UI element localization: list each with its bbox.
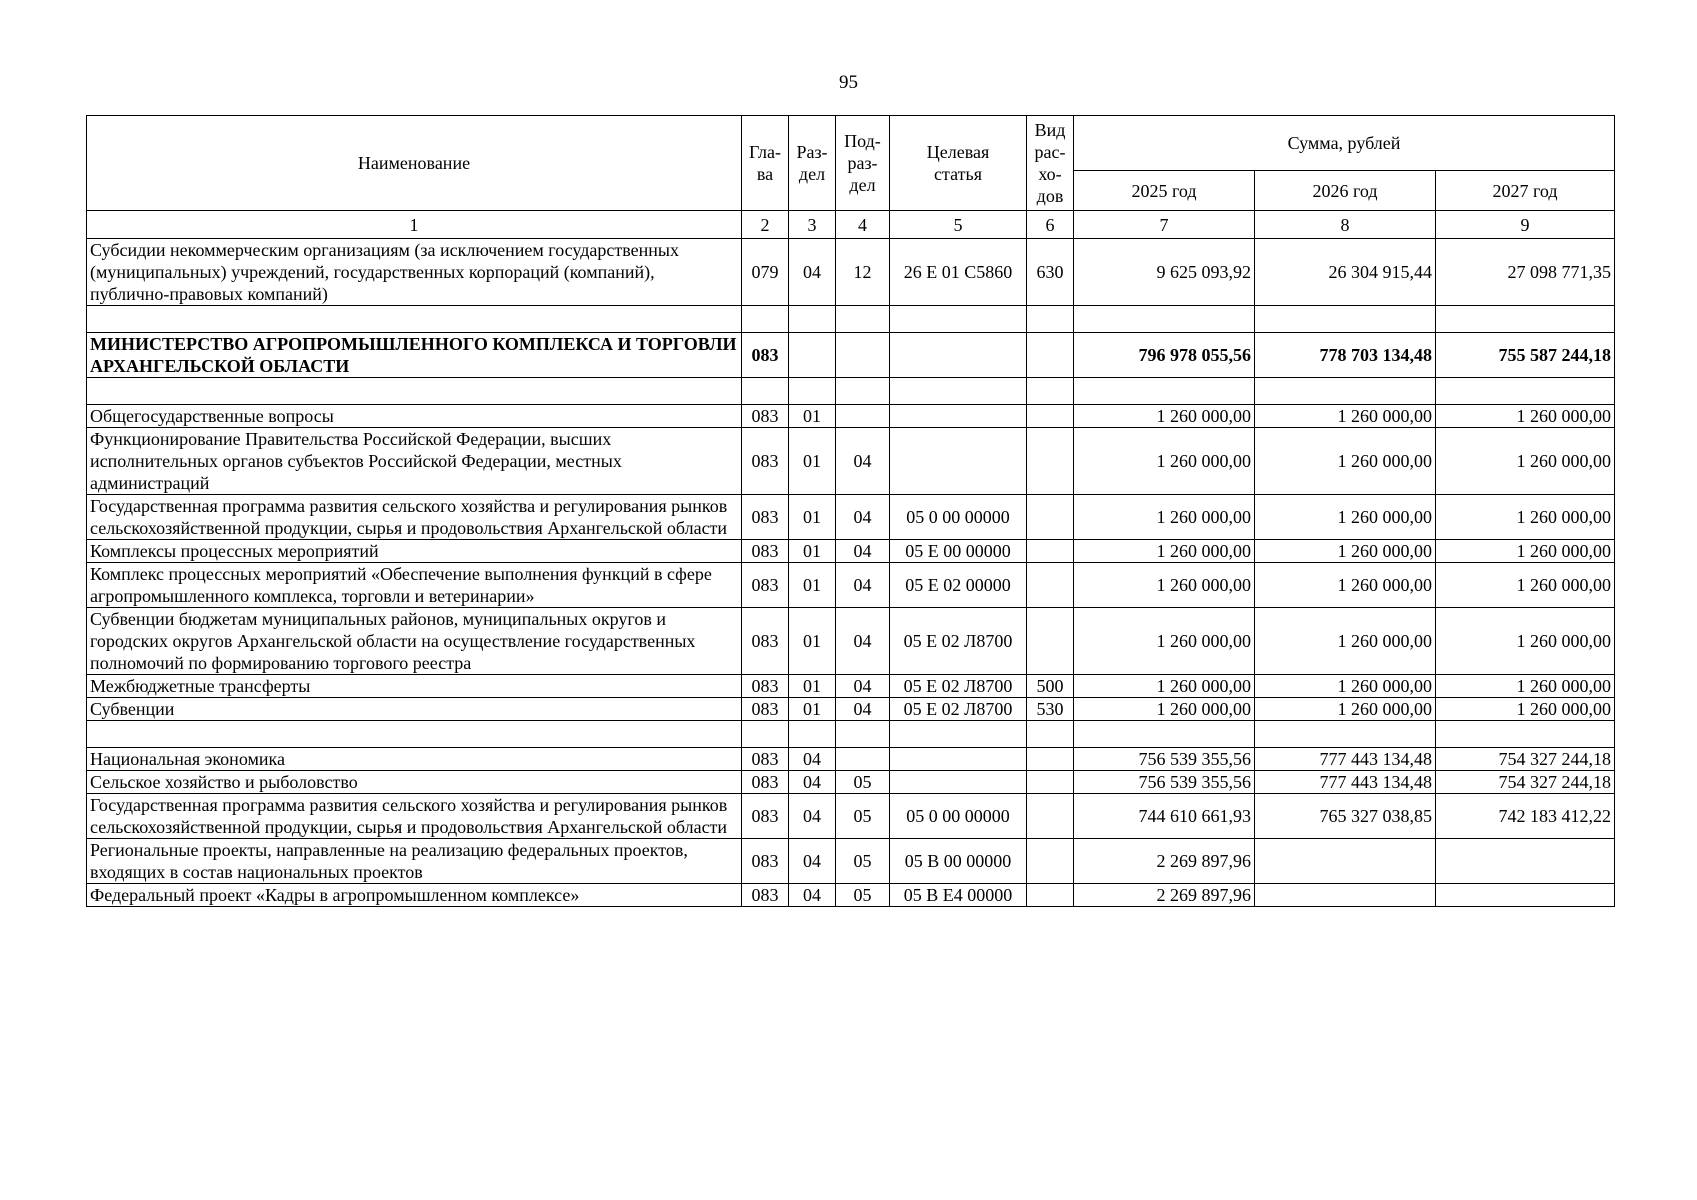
row-vid: [1027, 495, 1074, 540]
row-amount-2025: 1 260 000,00: [1074, 698, 1255, 721]
empty-cell: [1255, 378, 1436, 405]
row-amount-2027: 1 260 000,00: [1436, 495, 1615, 540]
row-name: Общегосударственные вопросы: [87, 405, 742, 428]
row-podrazdel: 05: [836, 884, 890, 907]
row-celevaya: [890, 771, 1027, 794]
empty-cell: [1255, 306, 1436, 333]
row-podrazdel: 04: [836, 698, 890, 721]
row-vid: [1027, 608, 1074, 675]
row-vid: [1027, 405, 1074, 428]
header-year-2026: 2026 год: [1255, 171, 1436, 211]
row-name: Субсидии некоммерческим организациям (за исключением государственных (муниципальных) учреждений, государственных корпораций (компаний), публично-правовых компаний): [87, 239, 742, 306]
row-vid: [1027, 794, 1074, 839]
row-amount-2026: 1 260 000,00: [1255, 540, 1436, 563]
table-row: [87, 794, 1615, 839]
row-glava: 083: [742, 608, 789, 675]
header-razdel: Раз- дел: [789, 116, 836, 211]
column-number: 5: [890, 211, 1027, 239]
spacer-row: [87, 721, 1615, 748]
header-celevaya: Целевая статья: [890, 116, 1027, 211]
empty-cell: [789, 378, 836, 405]
row-amount-2025: 756 539 355,56: [1074, 771, 1255, 794]
row-celevaya: [890, 333, 1027, 378]
row-glava: 083: [742, 794, 789, 839]
row-glava: 083: [742, 698, 789, 721]
row-amount-2025: 1 260 000,00: [1074, 608, 1255, 675]
row-razdel: 04: [789, 771, 836, 794]
row-amount-2026: 1 260 000,00: [1255, 405, 1436, 428]
row-amount-2026: [1255, 884, 1436, 907]
row-amount-2026: 777 443 134,48: [1255, 748, 1436, 771]
empty-cell: [890, 721, 1027, 748]
table-row: [87, 540, 1615, 563]
row-vid: [1027, 540, 1074, 563]
row-amount-2027: 27 098 771,35: [1436, 239, 1615, 306]
empty-cell: [87, 378, 742, 405]
row-name: Субвенции: [87, 698, 742, 721]
row-amount-2025: 1 260 000,00: [1074, 675, 1255, 698]
row-name: Межбюджетные трансферты: [87, 675, 742, 698]
row-amount-2025: 9 625 093,92: [1074, 239, 1255, 306]
row-amount-2027: 1 260 000,00: [1436, 675, 1615, 698]
header-name: Наименование: [87, 116, 742, 211]
row-razdel: 01: [789, 495, 836, 540]
row-glava: 083: [742, 540, 789, 563]
row-celevaya: 05 0 00 00000: [890, 495, 1027, 540]
header-year-2027: 2027 год: [1436, 171, 1615, 211]
empty-cell: [836, 306, 890, 333]
header-podrazdel: Под- раз- дел: [836, 116, 890, 211]
column-number: 4: [836, 211, 890, 239]
empty-cell: [742, 721, 789, 748]
row-glava: 083: [742, 405, 789, 428]
row-amount-2025: 1 260 000,00: [1074, 495, 1255, 540]
header-year-2025: 2025 год: [1074, 171, 1255, 211]
row-amount-2027: 742 183 412,22: [1436, 794, 1615, 839]
row-vid: [1027, 428, 1074, 495]
empty-cell: [1074, 306, 1255, 333]
row-name: МИНИСТЕРСТВО АГРОПРОМЫШЛЕННОГО КОМПЛЕКСА И ТОРГОВЛИ АРХАНГЕЛЬСКОЙ ОБЛАСТИ: [87, 333, 742, 378]
row-name: Сельское хозяйство и рыболовство: [87, 771, 742, 794]
row-vid: 630: [1027, 239, 1074, 306]
row-name: Региональные проекты, направленные на реализацию федеральных проектов, входящих в состав национальных проектов: [87, 839, 742, 884]
row-vid: 500: [1027, 675, 1074, 698]
column-number: 9: [1436, 211, 1615, 239]
row-name: Федеральный проект «Кадры в агропромышленном комплексе»: [87, 884, 742, 907]
table-row: [87, 563, 1615, 608]
empty-cell: [789, 306, 836, 333]
row-podrazdel: 04: [836, 540, 890, 563]
row-amount-2026: [1255, 839, 1436, 884]
row-glava: 079: [742, 239, 789, 306]
row-name: Комплексы процессных мероприятий: [87, 540, 742, 563]
row-celevaya: 05 Е 00 00000: [890, 540, 1027, 563]
page-number: 95: [839, 72, 858, 93]
empty-cell: [836, 378, 890, 405]
header-summa: Сумма, рублей: [1074, 116, 1615, 171]
row-amount-2027: 1 260 000,00: [1436, 608, 1615, 675]
row-razdel: 04: [789, 794, 836, 839]
empty-cell: [890, 378, 1027, 405]
row-celevaya: 05 Е 02 00000: [890, 563, 1027, 608]
row-amount-2026: 26 304 915,44: [1255, 239, 1436, 306]
row-vid: [1027, 771, 1074, 794]
row-amount-2026: 1 260 000,00: [1255, 675, 1436, 698]
empty-cell: [1027, 306, 1074, 333]
column-number: 7: [1074, 211, 1255, 239]
empty-cell: [87, 306, 742, 333]
row-glava: 083: [742, 675, 789, 698]
table-row: [87, 839, 1615, 884]
row-amount-2026: 765 327 038,85: [1255, 794, 1436, 839]
table-row: [87, 608, 1615, 675]
row-amount-2025: 2 269 897,96: [1074, 839, 1255, 884]
row-celevaya: [890, 405, 1027, 428]
row-vid: 530: [1027, 698, 1074, 721]
row-razdel: 01: [789, 608, 836, 675]
empty-cell: [789, 721, 836, 748]
table-row: [87, 748, 1615, 771]
row-podrazdel: 05: [836, 771, 890, 794]
row-podrazdel: [836, 333, 890, 378]
row-glava: 083: [742, 333, 789, 378]
row-name: Государственная программа развития сельского хозяйства и регулирования рынков сельскохозяйственной продукции, сырья и продовольствия Архангельской области: [87, 794, 742, 839]
row-podrazdel: 04: [836, 608, 890, 675]
spacer-row: [87, 306, 1615, 333]
table-row: [87, 698, 1615, 721]
empty-cell: [1255, 721, 1436, 748]
row-podrazdel: [836, 748, 890, 771]
header-vid: Вид рас- хо- дов: [1027, 116, 1074, 211]
row-amount-2026: 1 260 000,00: [1255, 698, 1436, 721]
row-amount-2025: 1 260 000,00: [1074, 405, 1255, 428]
empty-cell: [1436, 306, 1615, 333]
empty-cell: [1074, 378, 1255, 405]
column-number: 8: [1255, 211, 1436, 239]
table-row: [87, 333, 1615, 378]
spacer-row: [87, 378, 1615, 405]
row-name: Государственная программа развития сельского хозяйства и регулирования рынков сельскохозяйственной продукции, сырья и продовольствия Архангельской области: [87, 495, 742, 540]
row-celevaya: 05 Е 02 Л8700: [890, 698, 1027, 721]
row-amount-2026: 1 260 000,00: [1255, 608, 1436, 675]
row-glava: 083: [742, 771, 789, 794]
row-amount-2027: 1 260 000,00: [1436, 698, 1615, 721]
row-vid: [1027, 333, 1074, 378]
row-razdel: 01: [789, 563, 836, 608]
row-razdel: 04: [789, 748, 836, 771]
table-row: [87, 239, 1615, 306]
row-podrazdel: 04: [836, 495, 890, 540]
row-amount-2027: 755 587 244,18: [1436, 333, 1615, 378]
row-vid: [1027, 839, 1074, 884]
row-amount-2025: 1 260 000,00: [1074, 540, 1255, 563]
row-vid: [1027, 884, 1074, 907]
row-name: Субвенции бюджетам муниципальных районов, муниципальных округов и городских округов Архангельской области на осуществление государственных полномочий по формированию торгового реестра: [87, 608, 742, 675]
row-podrazdel: 12: [836, 239, 890, 306]
row-podrazdel: 04: [836, 675, 890, 698]
empty-cell: [1436, 378, 1615, 405]
row-name: Функционирование Правительства Российской Федерации, высших исполнительных органов субъектов Российской Федерации, местных администраций: [87, 428, 742, 495]
row-amount-2027: 754 327 244,18: [1436, 748, 1615, 771]
row-glava: 083: [742, 495, 789, 540]
row-amount-2026: 777 443 134,48: [1255, 771, 1436, 794]
row-razdel: 01: [789, 428, 836, 495]
empty-cell: [87, 721, 742, 748]
column-number: 2: [742, 211, 789, 239]
row-glava: 083: [742, 563, 789, 608]
table-row: [87, 428, 1615, 495]
row-razdel: 04: [789, 239, 836, 306]
row-celevaya: 05 0 00 00000: [890, 794, 1027, 839]
column-number-row: [87, 211, 1615, 239]
row-amount-2025: 2 269 897,96: [1074, 884, 1255, 907]
row-glava: 083: [742, 428, 789, 495]
row-amount-2027: 754 327 244,18: [1436, 771, 1615, 794]
row-amount-2025: 1 260 000,00: [1074, 563, 1255, 608]
budget-table: [86, 115, 1615, 907]
row-amount-2027: 1 260 000,00: [1436, 540, 1615, 563]
row-glava: 083: [742, 884, 789, 907]
row-celevaya: [890, 428, 1027, 495]
row-razdel: 04: [789, 839, 836, 884]
empty-cell: [1027, 378, 1074, 405]
row-razdel: 01: [789, 675, 836, 698]
row-name: Комплекс процессных мероприятий «Обеспечение выполнения функций в сфере агропромышленного комплекса, торговли и ветеринарии»: [87, 563, 742, 608]
row-amount-2025: 756 539 355,56: [1074, 748, 1255, 771]
row-razdel: 01: [789, 405, 836, 428]
empty-cell: [1074, 721, 1255, 748]
row-amount-2025: 796 978 055,56: [1074, 333, 1255, 378]
row-amount-2025: 1 260 000,00: [1074, 428, 1255, 495]
empty-cell: [742, 306, 789, 333]
row-razdel: [789, 333, 836, 378]
row-celevaya: 05 Е 02 Л8700: [890, 675, 1027, 698]
row-celevaya: 05 В Е4 00000: [890, 884, 1027, 907]
row-glava: 083: [742, 839, 789, 884]
row-amount-2026: 1 260 000,00: [1255, 563, 1436, 608]
row-amount-2026: 1 260 000,00: [1255, 428, 1436, 495]
row-amount-2027: 1 260 000,00: [1436, 563, 1615, 608]
empty-cell: [1027, 721, 1074, 748]
row-podrazdel: 04: [836, 428, 890, 495]
row-celevaya: 05 В 00 00000: [890, 839, 1027, 884]
table-row: [87, 771, 1615, 794]
row-name: Национальная экономика: [87, 748, 742, 771]
header-glava: Гла- ва: [742, 116, 789, 211]
row-amount-2027: [1436, 884, 1615, 907]
table-row: [87, 884, 1615, 907]
empty-cell: [836, 721, 890, 748]
row-podrazdel: [836, 405, 890, 428]
column-number: 3: [789, 211, 836, 239]
row-amount-2027: 1 260 000,00: [1436, 405, 1615, 428]
row-celevaya: 26 Е 01 С5860: [890, 239, 1027, 306]
table-row: [87, 495, 1615, 540]
row-razdel: 01: [789, 698, 836, 721]
row-celevaya: [890, 748, 1027, 771]
table-row: [87, 405, 1615, 428]
row-vid: [1027, 563, 1074, 608]
row-razdel: 01: [789, 540, 836, 563]
row-amount-2025: 744 610 661,93: [1074, 794, 1255, 839]
row-vid: [1027, 748, 1074, 771]
empty-cell: [742, 378, 789, 405]
row-amount-2027: [1436, 839, 1615, 884]
row-podrazdel: 04: [836, 563, 890, 608]
row-amount-2027: 1 260 000,00: [1436, 428, 1615, 495]
row-glava: 083: [742, 748, 789, 771]
row-razdel: 04: [789, 884, 836, 907]
column-number: 1: [87, 211, 742, 239]
row-amount-2026: 1 260 000,00: [1255, 495, 1436, 540]
row-podrazdel: 05: [836, 794, 890, 839]
row-celevaya: 05 Е 02 Л8700: [890, 608, 1027, 675]
column-number: 6: [1027, 211, 1074, 239]
table-row: [87, 675, 1615, 698]
row-amount-2026: 778 703 134,48: [1255, 333, 1436, 378]
empty-cell: [890, 306, 1027, 333]
empty-cell: [1436, 721, 1615, 748]
row-podrazdel: 05: [836, 839, 890, 884]
